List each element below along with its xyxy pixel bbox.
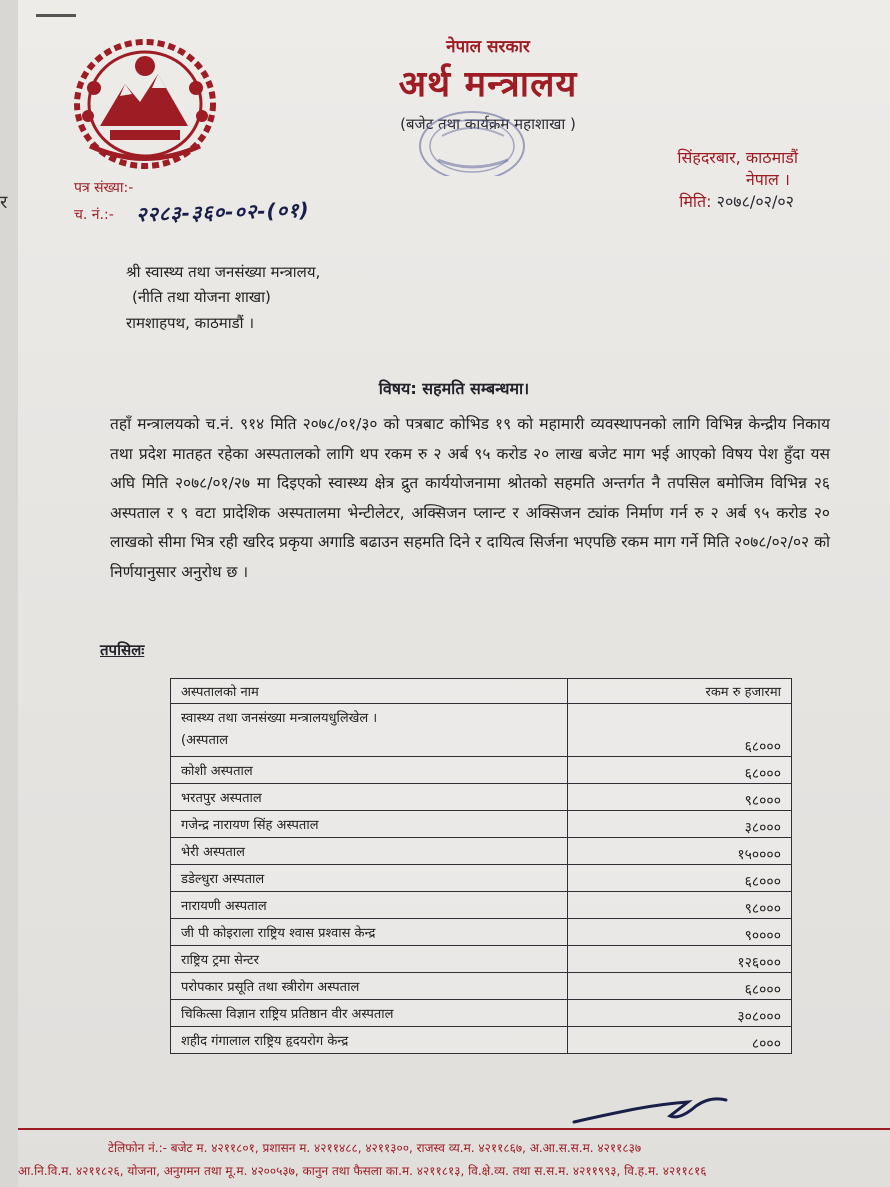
letter-page — [18, 0, 890, 1187]
hospital-name: कोशी अस्पताल — [181, 764, 253, 779]
dispatch-number-label: च. नं.:- — [74, 207, 114, 223]
table-row — [171, 1027, 792, 1054]
amount-cell: ९८००० — [568, 784, 792, 811]
footer-phone-line-1: टेलिफोन नं.:- बजेट म. ४२११८०१, प्रशासन म. ४२११४८८, ४२११३००, राजस्व व्य.म. ४२११८६७, अ.आ.स.स.म. ४२११८३७ — [108, 1141, 642, 1155]
recipient-line-3: रामशाहपथ, काठमाडौं । — [126, 314, 255, 332]
amount-cell: ३०८००० — [568, 1000, 792, 1027]
government-heading: नेपाल सरकार — [446, 37, 530, 57]
footer-rule — [18, 1128, 890, 1130]
header-hospital-name: अस्पतालको नाम — [171, 679, 568, 704]
hospital-name: चिकित्सा विज्ञान राष्ट्रिय प्रतिष्ठान वीर अस्पताल — [181, 1007, 394, 1022]
hospital-allocation-table — [170, 678, 792, 1054]
binder-clip-mark — [36, 14, 76, 17]
hospital-name-cell — [171, 757, 568, 784]
hospital-name-continuation: (अस्पताल — [181, 733, 229, 748]
nepal-government-emblem-icon — [70, 36, 220, 176]
hospital-name-cell — [171, 1000, 568, 1027]
table-row — [171, 865, 792, 892]
table-row — [171, 838, 792, 865]
hospital-name-cell — [171, 784, 568, 811]
recipient-line-2: (नीति तथा योजना शाखा) — [132, 288, 271, 306]
hospital-name-cell — [171, 892, 568, 919]
date-value: २०७८/०२/०२ — [716, 192, 794, 211]
hospital-name-cell — [171, 946, 568, 973]
hospital-name: शहीद गंगालाल राष्ट्रिय हृदयरोग केन्द्र — [181, 1034, 349, 1049]
hospital-name: परोपकार प्रसूति तथा स्त्रीरोग अस्पताल — [181, 980, 360, 995]
hospital-name: स्वास्थ्य तथा जनसंख्या मन्त्रालयधुलिखेल । — [181, 711, 378, 726]
amount-cell: १२६००० — [568, 946, 792, 973]
amount-cell: ६८००० — [568, 757, 792, 784]
adjacent-page-character: र — [0, 192, 8, 213]
amount-cell: ८००० — [568, 1027, 792, 1054]
amount-cell: ६८००० — [568, 865, 792, 892]
amount-cell: ६८००० — [568, 973, 792, 1000]
letter-body: तहाँ मन्त्रालयको च.नं. ९१४ मिति २०७८/०१/३० को पत्रबाट कोभिड १९ को महामारी व्यवस्थापनको लागि विभिन्न केन्द्रीय निकाय तथा प्रदेश मातहत रहेका अस्पतालको लागि थप रकम रु २ अर्ब ९५ करोड २० लाख बजेट माग भई आएको विषय पेश हुँदा यस अघि मिति २०७८/०१/२७ मा दिइएको स्वास्थ्य क्षेत्र द्रुत कार्ययोजनामा श्रोतको सहमति अन्तर्गत नै तपसिल बमोजिम विभिन्न २६ अस्पताल र ९ वटा प्रादेशिक अस्पतालमा भेन्टीलेटर, अक्सिजन प्लान्ट र अक्सिजन ट्यांक निर्माण गर्न रु २ अर्ब ९५ करोड २० लाखको सीमा भित्र रही खरिद प्रकृया अगाडि बढाउन सहमति दिने र दायित्व सिर्जना भएपछि रकम माग गर्ने मिति २०७८/०२/०२ को निर्णयानुसार अनुरोध छ । — [110, 415, 830, 581]
hospital-name-cell — [171, 811, 568, 838]
table-row — [171, 811, 792, 838]
amount-cell: ३८००० — [568, 811, 792, 838]
amount-cell: ६८००० — [568, 704, 792, 757]
hospital-name: भरतपुर अस्पताल — [181, 791, 262, 806]
amount-cell: ९८००० — [568, 892, 792, 919]
dispatch-number-handwritten: २२८३-३६०-०२-(०१) — [135, 197, 310, 227]
address-line-2: नेपाल । — [745, 170, 790, 189]
hospital-name: गजेन्द्र नारायण सिंह अस्पताल — [181, 818, 319, 833]
division-heading: (बजेट तथा कार्यक्रम महाशाखा ) — [400, 115, 576, 133]
hospital-name-cell — [171, 704, 568, 757]
hospital-name: जी पी कोइराला राष्ट्रिय श्वास प्रश्वास केन्द्र — [181, 926, 376, 941]
table-row — [171, 1000, 792, 1027]
date-line — [679, 190, 794, 212]
adjacent-page-edge — [0, 0, 18, 1187]
hospital-name: नारायणी अस्पताल — [181, 899, 267, 914]
details-heading: तपसिलः — [100, 641, 145, 659]
table-row — [171, 704, 792, 757]
header-amount: रकम रु हजारमा — [568, 679, 792, 704]
recipient-line-1: श्री स्वास्थ्य तथा जनसंख्या मन्त्रालय, — [126, 263, 321, 281]
hospital-name-cell — [171, 1027, 568, 1054]
amount-cell: ९०००० — [568, 919, 792, 946]
hospital-name-cell — [171, 973, 568, 1000]
table-row — [171, 892, 792, 919]
table-row — [171, 784, 792, 811]
hospital-name-cell — [171, 919, 568, 946]
table-row — [171, 973, 792, 1000]
hospital-name-cell — [171, 865, 568, 892]
subject-line: विषय: सहमति सम्बन्धमा। — [378, 379, 530, 398]
ministry-heading: अर्थ मन्त्रालय — [398, 64, 578, 105]
table-row — [171, 946, 792, 973]
letter-number-label: पत्र संख्या:- — [74, 180, 134, 196]
ministry-seal-stamp — [416, 106, 528, 176]
table-row — [171, 757, 792, 784]
hospital-name: डडेल्धुरा अस्पताल — [181, 872, 265, 887]
table-header-row — [171, 679, 792, 704]
address-line-1: सिंहदरबार, काठमाडौं — [677, 148, 798, 167]
date-label: मिति: — [679, 192, 712, 211]
footer-phone-line-2: आ.नि.वि.म. ४२११८२६, योजना, अनुगमन तथा मू.म. ४२००५३७, कानुन तथा फैसला का.म. ४२११८१३, वि.क्षे.व्य. तथा स.स.म. ४२११९९३, वि.ह.म. ४२११८१६ — [18, 1164, 707, 1178]
table-row — [171, 919, 792, 946]
hospital-name: भेरी अस्पताल — [181, 845, 245, 860]
hospital-name-cell — [171, 838, 568, 865]
hospital-name: राष्ट्रिय ट्रमा सेन्टर — [181, 953, 259, 968]
amount-cell: १५०००० — [568, 838, 792, 865]
